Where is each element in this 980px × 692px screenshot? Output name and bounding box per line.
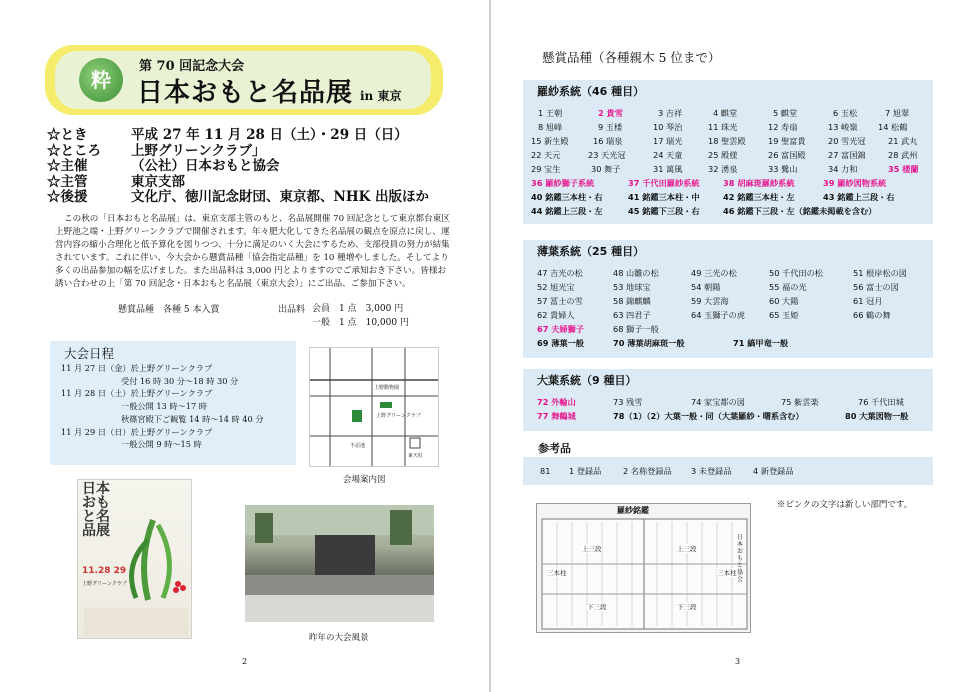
category-title: 羅紗系統（46 種目） [537,85,645,98]
variety: 56 富士の図 [853,282,899,292]
variety: 19 聖富貴 [768,136,806,146]
variety-row [523,324,933,337]
variety: 70 薄葉胡麻斑一般 [613,338,685,348]
variety-row [523,310,933,323]
variety-row [523,268,933,281]
schedule-title: 大会日程 [64,346,115,361]
variety: 80 大葉図物一般 [845,411,909,421]
variety: 27 富国錦 [828,150,866,160]
variety: 68 獅子一般 [613,324,659,334]
variety: 29 宝生 [531,164,561,174]
variety: 63 四君子 [613,310,651,320]
variety-new: 2 貴雪 [598,108,623,118]
reference-item: 81 [540,466,551,476]
variety: 55 福の光 [769,282,807,292]
variety: 50 千代田の松 [769,268,823,278]
variety: 4 麒堂 [713,108,738,118]
ranking-side-label: 日本おもと協会 [737,534,744,583]
reference-item: 1 登録品 [569,466,602,476]
variety-row [523,282,933,295]
category-title: 薄葉系統（25 種目） [537,245,645,258]
variety: 10 琴治 [653,122,683,132]
variety: 49 三光の松 [691,268,737,278]
variety: 66 鶴の舞 [853,310,891,320]
variety: 30 舞子 [591,164,621,174]
map-label-restaurant: 東天紅 [408,453,424,459]
ranking-label: 三本柱 [717,569,737,577]
variety: 76 千代田城 [858,397,904,407]
variety: 51 根岸松の図 [853,268,907,278]
variety-row [523,338,933,351]
variety-new: 39 羅紗図物系統 [823,178,887,188]
variety: 46 銘鑑下三段・左（銘鑑未掲載を含む） [723,206,877,216]
variety-row [523,206,933,219]
ranking-label: 下三段 [677,603,697,611]
schedule-box [50,341,296,465]
variety: 52 旭光宝 [537,282,575,292]
info-row-sponsor [47,190,429,206]
variety-row [523,411,933,424]
venue-map [309,347,439,467]
variety: 13 峻嶺 [828,122,858,132]
schedule-line: 一般公開 9 時～15 時 [121,439,202,450]
variety: 42 銘鑑三本柱・左 [723,192,795,202]
award-heading: 懸賞品種（各種親木 5 位まで） [542,50,721,65]
variety: 14 松鶴 [878,122,908,132]
variety-new: 37 千代田羅紗系統 [628,178,700,188]
map-label-venue: 上野グリーンクラブ [376,413,421,419]
variety-row [523,178,933,191]
poster-venue: 上野グリーンクラブ [82,581,127,587]
ranking-header: 羅紗銘鑑 [617,506,649,515]
variety: 65 玉姫 [769,310,799,320]
variety: 18 聖雲殿 [708,136,746,146]
variety: 3 吉祥 [658,108,683,118]
variety: 48 山雛の松 [613,268,659,278]
variety: 69 薄葉一般 [537,338,584,348]
variety-row [523,397,933,410]
variety: 74 家宝都の図 [691,397,745,407]
photo-scene [245,505,434,622]
fee-list [312,302,409,330]
map-caption: 会場案内図 [343,475,386,485]
variety: 11 珠光 [708,122,738,132]
schedule-line: 一般公開 13 時～17 時 [121,401,207,412]
variety: 28 武州 [888,150,918,160]
schedule-line: 秋篠宮殿下ご観覧 14 時～14 時 40 分 [121,413,264,424]
fee-row-general: 一般 1 点 10,000 円 [312,318,409,328]
reference-row [523,466,933,479]
variety: 16 瑞泉 [593,136,623,146]
reference-item: 3 未登録品 [691,466,732,476]
info-row-organizer [47,175,429,191]
variety: 41 銘鑑三本柱・中 [628,192,700,202]
variety: 78（1）（2）大葉一般・同（大葉羅紗・曙系含む） [613,411,804,421]
poster-date: 11.28 29 [82,566,127,576]
variety: 12 寿扇 [768,122,798,132]
photo-caption: 昨年の大会風景 [309,633,369,643]
poster-plant-illustration [78,480,192,639]
variety-new: 35 楼蘭 [888,164,919,174]
poster-title: 日本おもと名品展 [82,481,110,539]
variety: 9 玉楼 [598,122,623,132]
variety: 25 殿様 [708,150,738,160]
variety: 61 冠月 [853,296,883,306]
iki-logo-icon: 粋 [79,58,123,102]
variety: 64 玉獅子の虎 [691,310,745,320]
variety: 20 雪光冠 [828,136,866,146]
variety-row [523,108,933,121]
schedule-line: 受付 16 時 30 分～18 時 30 分 [121,375,239,386]
left-page [0,0,489,692]
map-label-pond: 不忍池 [350,443,366,449]
variety: 6 玉松 [833,108,858,118]
reference-item: 4 新登録品 [753,466,794,476]
info-row-host [47,159,429,175]
event-subtitle: 第 70 回記念大会 [139,59,245,74]
last-year-photo [245,505,434,622]
ranking-label: 上三段 [582,545,602,553]
title-banner [45,45,443,115]
variety-new: 77 舞鶴城 [537,411,576,421]
variety-new: 72 外輪山 [537,397,576,407]
variety: 59 大雲海 [691,296,729,306]
variety-row [523,122,933,135]
variety-row [523,192,933,205]
page-number: 2 [242,657,248,666]
variety: 21 武丸 [888,136,918,146]
event-info [47,128,429,206]
info-value: 東京支部 [131,173,185,190]
info-label: ☆主管 [47,173,88,190]
variety-new: 36 羅紗獅子系統 [531,178,595,188]
variety: 22 天元 [531,150,561,160]
reference-item: 2 名称登録品 [623,466,672,476]
event-location: in 東京 [360,89,402,103]
info-row-date [47,128,429,144]
variety: 57 冨士の雪 [537,296,583,306]
info-value: （公社）日本おもと協会 [131,158,280,174]
variety: 31 萬風 [653,164,683,174]
info-value: 文化庁、徳川記念財団、東京都、NHK 出版ほか [131,189,430,205]
variety: 43 銘鑑上三段・右 [823,192,895,202]
schedule-line: 11 月 29 日（日）於上野グリーンクラブ [61,426,213,437]
variety-new: 67 夫婦獅子 [537,324,584,334]
variety-row [523,296,933,309]
variety: 58 錦麒麟 [613,296,651,306]
variety: 33 鷺山 [768,164,798,174]
map-drawing [310,348,439,467]
variety: 34 力和 [828,164,858,174]
variety: 60 大陽 [769,296,799,306]
category-title: 大葉系統（9 種目） [537,374,637,387]
variety: 73 残雪 [613,397,643,407]
variety: 17 瑞光 [653,136,683,146]
variety: 8 旭峰 [538,122,563,132]
page-number: 3 [735,657,741,666]
fee-label: 出品料 [278,305,306,315]
variety: 47 吉光の松 [537,268,583,278]
variety: 5 麒堂 [773,108,798,118]
variety: 62 貴婦人 [537,310,575,320]
variety: 23 天光冠 [588,150,626,160]
variety: 32 湧泉 [708,164,738,174]
info-label: ☆とき [47,127,88,143]
reference-title: 参考品 [538,442,571,455]
event-title: 日本おもと名品展 [137,78,354,108]
variety: 54 朝陽 [691,282,721,292]
info-label: ☆後援 [47,189,88,205]
schedule-line: 11 月 28 日（土）於上野グリーンクラブ [61,388,213,399]
variety-new: 38 胡麻斑羅紗系統 [723,178,795,188]
rasha-ranking-sheet [536,503,751,633]
title-banner-inner [55,51,431,109]
variety-row [523,150,933,163]
info-row-venue [47,144,429,160]
event-poster [77,479,192,639]
info-label: ☆主催 [47,158,88,174]
variety: 24 天童 [653,150,683,160]
variety: 75 紫雲楽 [781,397,819,407]
variety: 45 銘鑑下三段・右 [628,206,700,216]
variety: 71 縞甲竜一般 [733,338,789,348]
variety: 44 銘鑑上三段・左 [531,206,603,216]
category-ooba [523,369,933,431]
variety-row [523,136,933,149]
variety: 15 新生殿 [531,136,569,146]
reference-box [523,457,933,485]
ranking-label: 上三段 [677,545,697,553]
info-label: ☆ところ [47,142,101,159]
note-text: ※ピンクの文字は新しい部門です。 [777,500,913,510]
variety-row [523,164,933,177]
variety: 53 地球宝 [613,282,651,292]
schedule-lines [61,362,264,451]
variety: 26 富国殿 [768,150,806,160]
category-usuba [523,240,933,358]
ranking-label: 下三段 [587,603,607,611]
variety: 1 王朝 [538,108,563,118]
fee-row-member: 会員 1 点 3,000 円 [312,304,404,314]
map-label-zoo: 上野動物園 [374,385,400,391]
award-label: 懸賞品種 各種 5 本入賞 [118,305,220,315]
schedule-line: 11 月 27 日（金）於上野グリーンクラブ [61,363,213,373]
ranking-label: 三本柱 [547,569,567,577]
intro-paragraph: この秋の「日本おもと名品展」は、東京支部主管のもと、名品展開催 70 回記念として東京都台東区上野池之端・上野グリーンクラブで開催されます。年々肥大化してきた名品展の観点を原点に戻し、運営内容の縮小合理化と低予算化を図りつつ、十分に満足のいく大会にするため、支部役員の努力が結集されています。これに伴い、今大会から懸賞品種「協会指定品種」を 10 種増やしました。そしてより多くの出品参加の幅を広げました。また出品料は 3,000 円とよりますのでご承知おき下さい。皆様お誘い合わせの上「第 70 回記念・日本おもと名品展（東京大会）」にご出品、ご参加下さい。 [55,214,450,289]
info-value: 平成 27 年 11 月 28 日（土）・29 日（日） [131,127,408,143]
info-value: 上野グリーンクラブ」 [131,142,266,159]
variety: 7 旭翠 [885,108,910,118]
category-rasha [523,80,933,224]
variety: 40 銘鑑三本柱・右 [531,192,603,202]
